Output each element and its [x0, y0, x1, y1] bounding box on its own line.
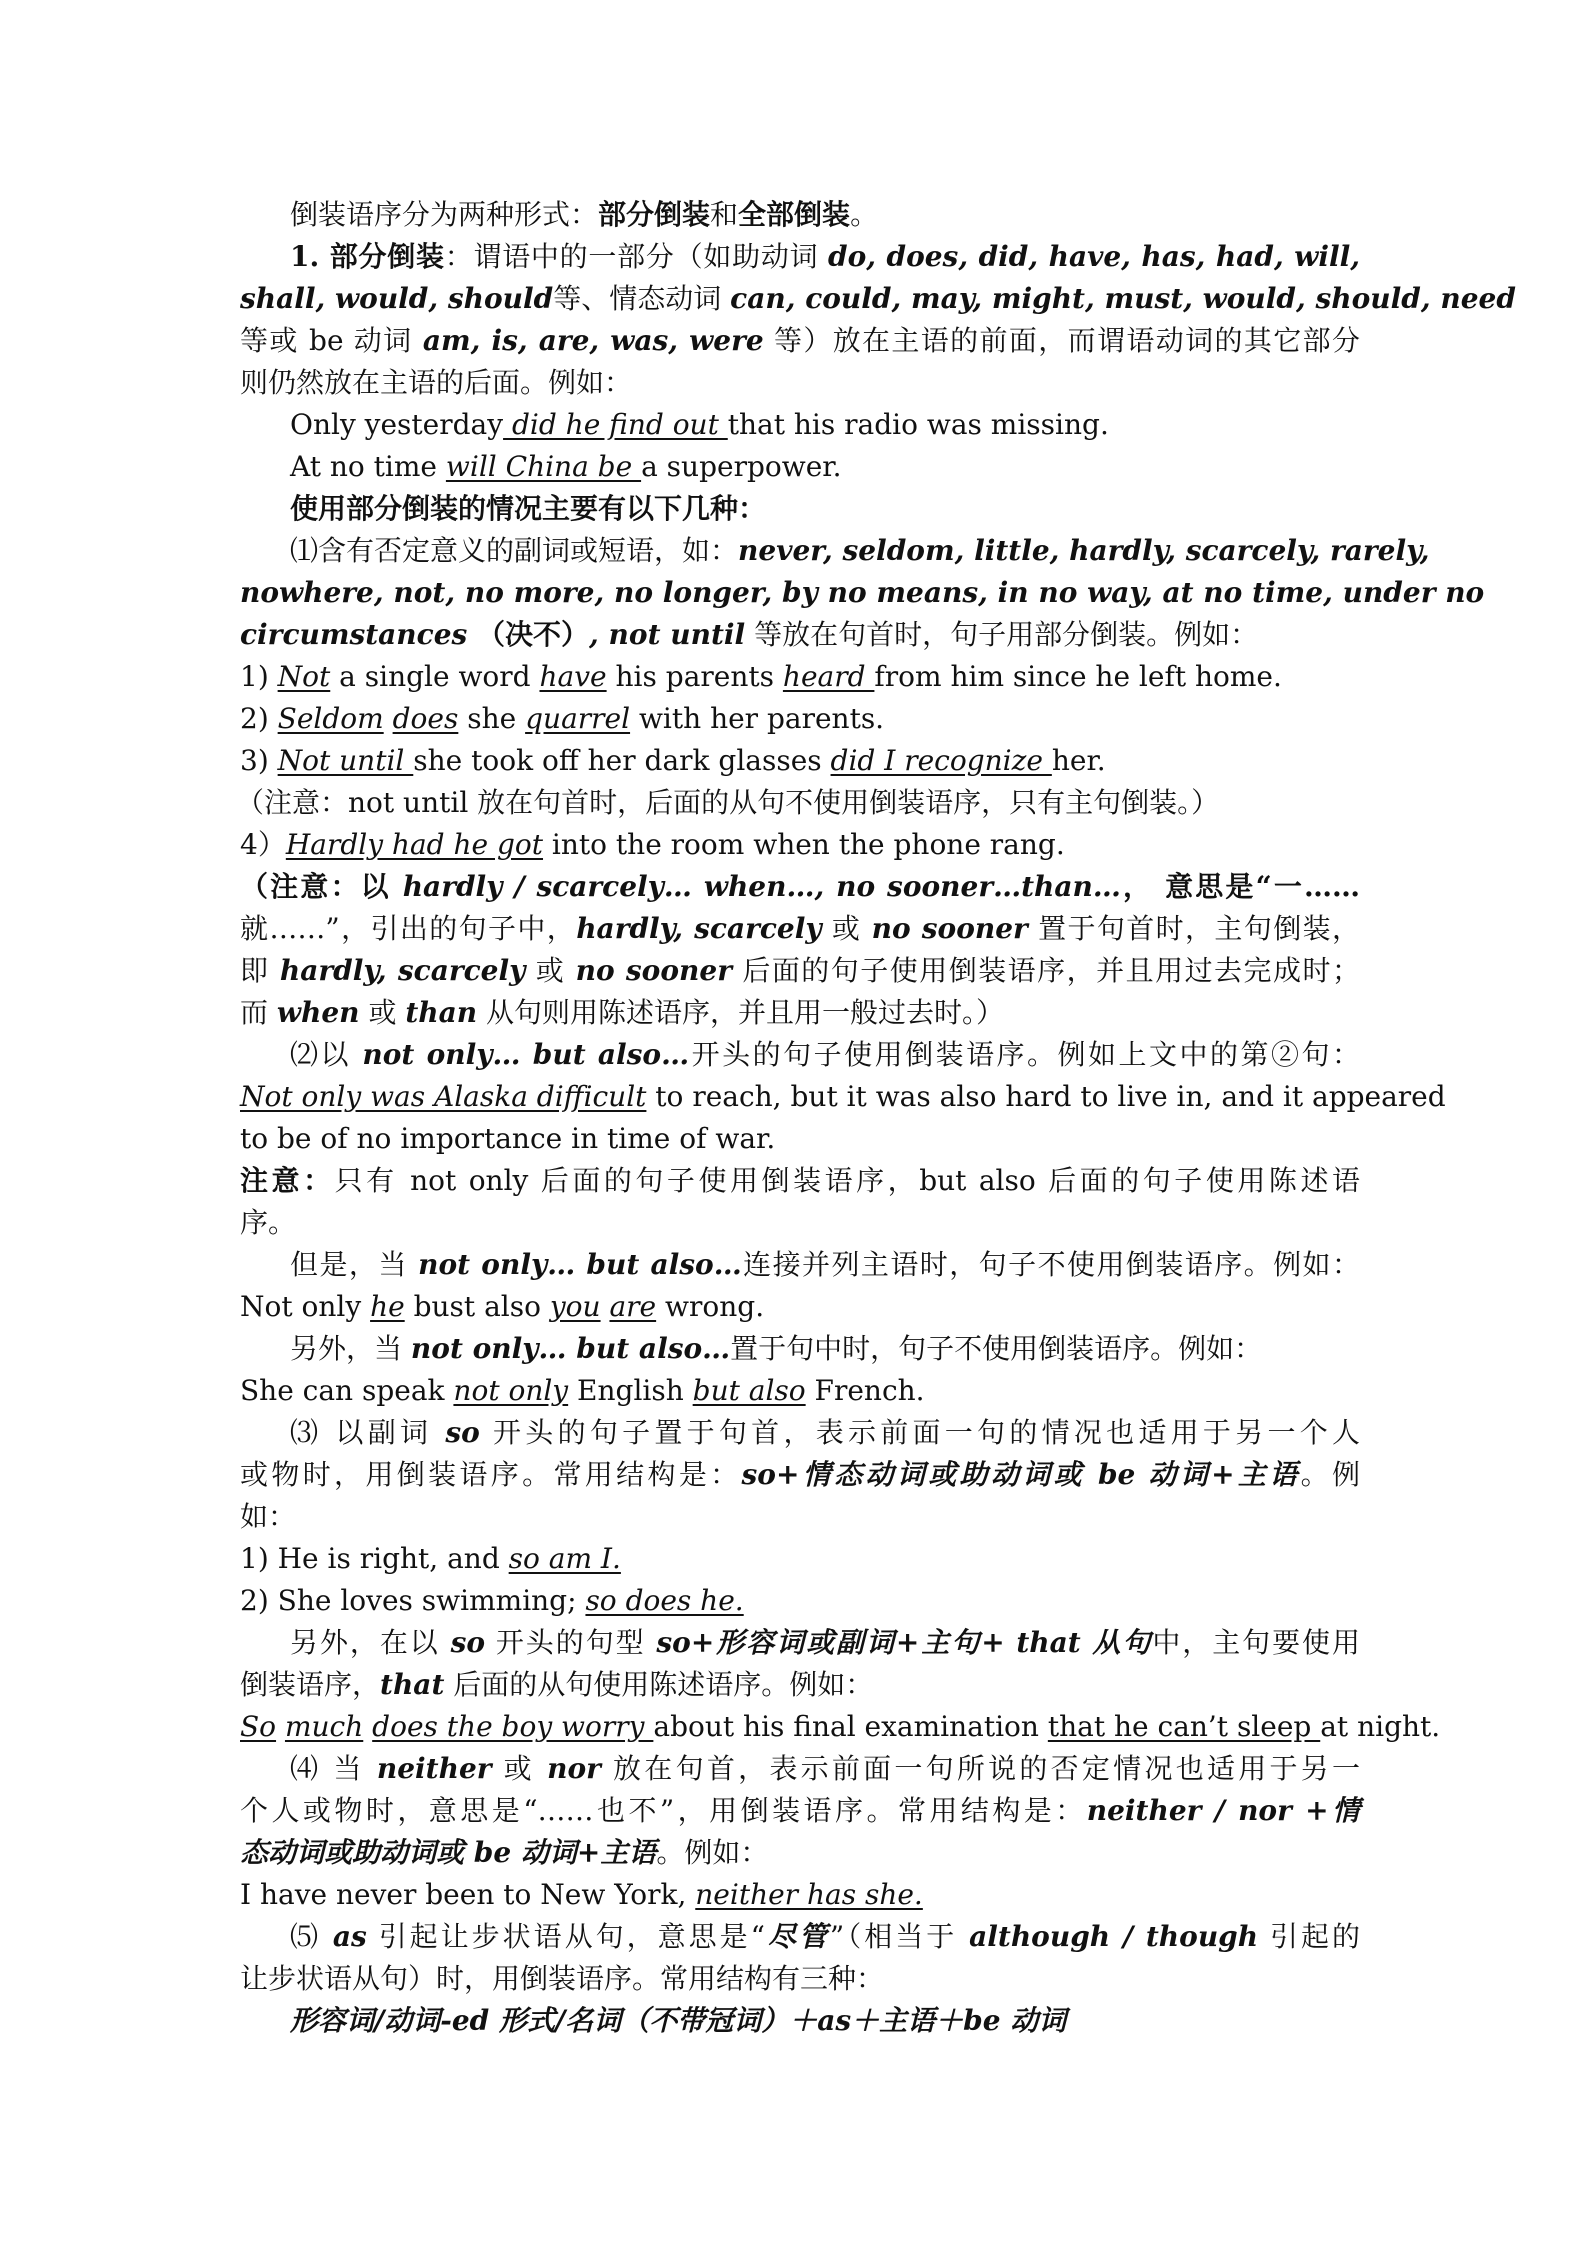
paragraph-line: 态动词或助动词或 be 动词+主语。例如： — [240, 1836, 769, 1869]
paragraph-line: shall, would, should等、情态动词 can, could, may, might, must, would, should, need — [240, 282, 1516, 315]
example-line: to be of no importance in time of war. — [240, 1122, 776, 1155]
example-line: So much does the boy worry about his final examination that he can’t sleep at night. — [240, 1710, 1441, 1743]
paragraph-line: 个人或物时，意思是“……也不”，用倒装语序。常用结构是：neither / nor +情 — [240, 1794, 1360, 1827]
example-line: At no time will China be a superpower. — [290, 450, 842, 483]
note-line: （注意：not until 放在句首时，后面的从句不使用倒装语序，只有主句倒装。） — [236, 786, 1220, 819]
rule-1-line: ⑴含有否定意义的副词或短语，如：never, seldom, little, hardly, scarcely, rarely, — [290, 534, 1430, 567]
rule-3-line: ⑶ 以副词 so 开头的句子置于句首，表示前面一句的情况也适用于另一个人 — [290, 1416, 1361, 1449]
example-line: I have never been to New York, neither has she. — [240, 1878, 923, 1911]
paragraph-line: 等或 be 动词 am, is, are, was, were 等）放在主语的前面，而谓语动词的其它部分 — [240, 324, 1361, 357]
subheading: 使用部分倒装的情况主要有以下几种： — [290, 492, 767, 525]
note-line: 注意：只有 not only 后面的句子使用倒装语序，but also 后面的句子使用陈述语 — [240, 1164, 1360, 1197]
note-line: 而 when 或 than 从句则用陈述语序，并且用一般过去时。） — [240, 996, 1005, 1029]
paragraph-line: 或物时，用倒装语序。常用结构是：so+情态动词或助动词或 be 动词+主语。例 — [240, 1458, 1360, 1491]
example-line: 3) Not until she took off her dark glasses did I recognize her. — [240, 744, 1106, 777]
example-line: 2) She loves swimming; so does he. — [240, 1584, 744, 1617]
note-line: 即 hardly, scarcely 或 no sooner 后面的句子使用倒装语序，并且用过去完成时； — [240, 954, 1360, 987]
note-line: （注意：以 hardly / scarcely… when…, no sooner…than…， 意思是“一…… — [240, 870, 1360, 903]
paragraph-line: circumstances （决不）, not until 等放在句首时，句子用部分倒装。例如： — [240, 618, 1259, 651]
paragraph-line: 另外，当 not only… but also…置于句中时，句子不使用倒装语序。例如： — [290, 1332, 1263, 1365]
rule-2-line: ⑵以 not only… but also…开头的句子使用倒装语序。例如上文中的第②句： — [290, 1038, 1360, 1071]
paragraph-line: 则仍然放在主语的后面。例如： — [240, 366, 633, 399]
structure-formula: 形容词/动词-ed 形式/名词（不带冠词）＋as＋主语＋be 动词 — [290, 2004, 1067, 2037]
intro-line: 倒装语序分为两种形式：部分倒装和全部倒装。 — [290, 198, 879, 231]
paragraph-line: 另外，在以 so 开头的句型 so+形容词或副词+主句+ that 从句中，主句要使用 — [290, 1626, 1360, 1659]
note-line: 序。 — [240, 1206, 297, 1239]
section-1-heading: 1. 部分倒装：谓语中的一部分（如助动词 do, does, did, have, has, had, will, — [290, 240, 1360, 273]
rule-4-line: ⑷ 当 neither 或 nor 放在句首，表示前面一句所说的否定情况也适用于另一 — [290, 1752, 1360, 1785]
rule-5-line: ⑸ as 引起让步状语从句，意思是“尽管”（相当于 although / though 引起的 — [290, 1920, 1361, 1953]
example-line: Not only was Alaska difficult to reach, but it was also hard to live in, and it appeared — [240, 1080, 1446, 1113]
paragraph-line: nowhere, not, no more, no longer, by no means, in no way, at no time, under no — [240, 576, 1485, 609]
example-line: 1) Not a single word have his parents heard from him since he left home. — [240, 660, 1282, 693]
paragraph-line: 让步状语从句）时，用倒装语序。常用结构有三种： — [240, 1962, 885, 1995]
paragraph-line: 但是，当 not only… but also…连接并列主语时，句子不使用倒装语序。例如： — [290, 1248, 1360, 1281]
example-line: 4）Hardly had he got into the room when the phone rang. — [240, 828, 1065, 861]
paragraph-line: 如： — [240, 1500, 297, 1533]
note-line: 就……”，引出的句子中，hardly, scarcely 或 no sooner 置于句首时，主句倒装， — [240, 912, 1360, 945]
paragraph-line: 倒装语序，that 后面的从句使用陈述语序。例如： — [240, 1668, 874, 1701]
example-line: She can speak not only English but also French. — [240, 1374, 925, 1407]
example-line: Not only he bust also you are wrong. — [240, 1290, 765, 1323]
example-line: Only yesterday did he find out that his radio was missing. — [290, 408, 1109, 441]
example-line: 2) Seldom does she quarrel with her parents. — [240, 702, 885, 735]
example-line: 1) He is right, and so am I. — [240, 1542, 621, 1575]
